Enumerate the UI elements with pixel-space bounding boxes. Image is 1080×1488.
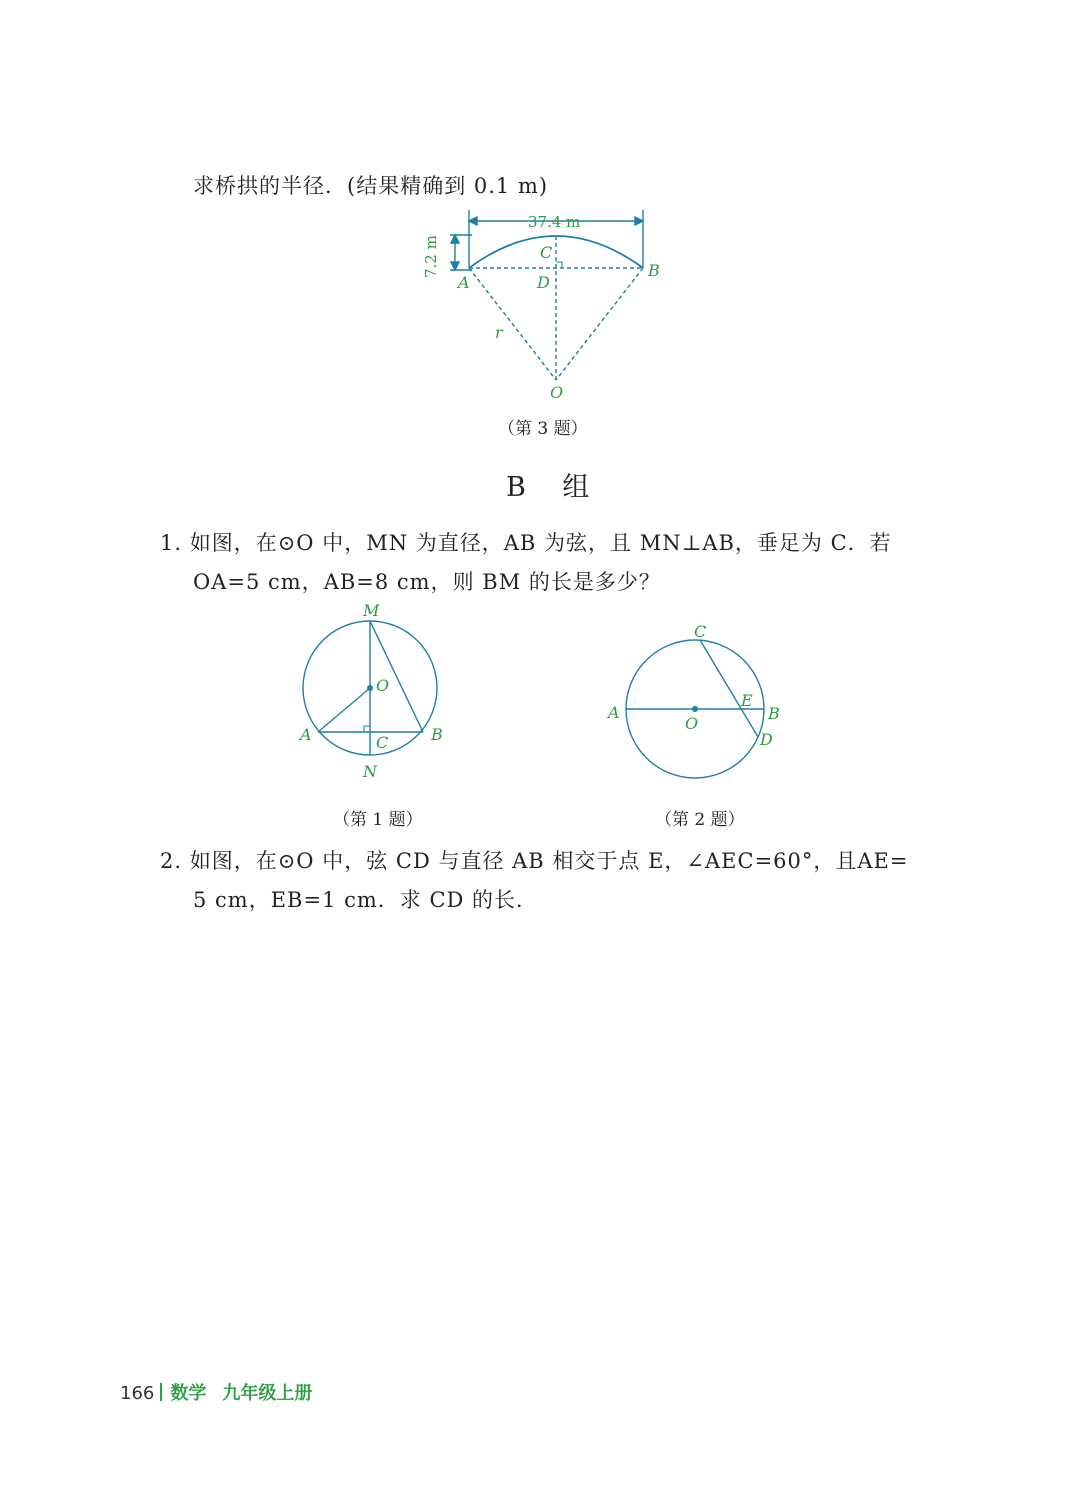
problem3-text: 求桥拱的半径．(结果精确到 0.1 m): [193, 174, 549, 198]
footer-book: 九年级上册: [222, 1383, 313, 1404]
page-footer: [120, 1379, 312, 1405]
label-E: E: [741, 691, 753, 710]
label-M: M: [363, 601, 380, 620]
label-B: B: [431, 725, 443, 744]
footer-divider: [160, 1383, 162, 1401]
figure-1-caption: （第 1 题）: [333, 810, 423, 830]
label-r: r: [495, 323, 503, 342]
problem2-line2: 5 cm，EB=1 cm．求 CD 的长．: [193, 888, 539, 912]
section-heading: B 组: [506, 472, 604, 503]
label-C: C: [540, 243, 553, 262]
span-label: 37.4 m: [528, 213, 581, 231]
label-A: A: [458, 273, 470, 292]
label-N: N: [363, 762, 377, 781]
figure-2-circle: [600, 615, 800, 790]
problem1-line2: OA=5 cm，AB=8 cm，则 BM 的长是多少？: [193, 570, 661, 594]
problem2-line1: 2. 如图，在⊙O 中，弦 CD 与直径 AB 相交于点 E，∠AEC=60°，且AE=: [160, 849, 909, 873]
problem1-line1: 1. 如图，在⊙O 中，MN 为直径，AB 为弦，且 MN⊥AB，垂足为 C．若: [160, 531, 892, 555]
label-A: A: [608, 703, 620, 722]
label-C: C: [376, 733, 389, 752]
height-label: 7.2 m: [422, 235, 440, 278]
label-B: B: [648, 261, 660, 280]
label-D: D: [537, 273, 550, 292]
label-A: A: [300, 725, 312, 744]
figure-1-circle: [290, 598, 460, 788]
label-O: O: [550, 383, 564, 402]
label-O: O: [685, 714, 699, 733]
figure-3-caption: （第 3 题）: [498, 419, 588, 439]
page-number: 166: [120, 1383, 155, 1404]
label-C: C: [694, 622, 707, 641]
footer-subject: 数学: [170, 1383, 207, 1404]
label-D: D: [760, 730, 773, 749]
label-B: B: [768, 704, 780, 723]
label-O: O: [376, 676, 390, 695]
figure-3-bridge-arch: [410, 200, 680, 405]
figure-2-caption: （第 2 题）: [655, 810, 745, 830]
